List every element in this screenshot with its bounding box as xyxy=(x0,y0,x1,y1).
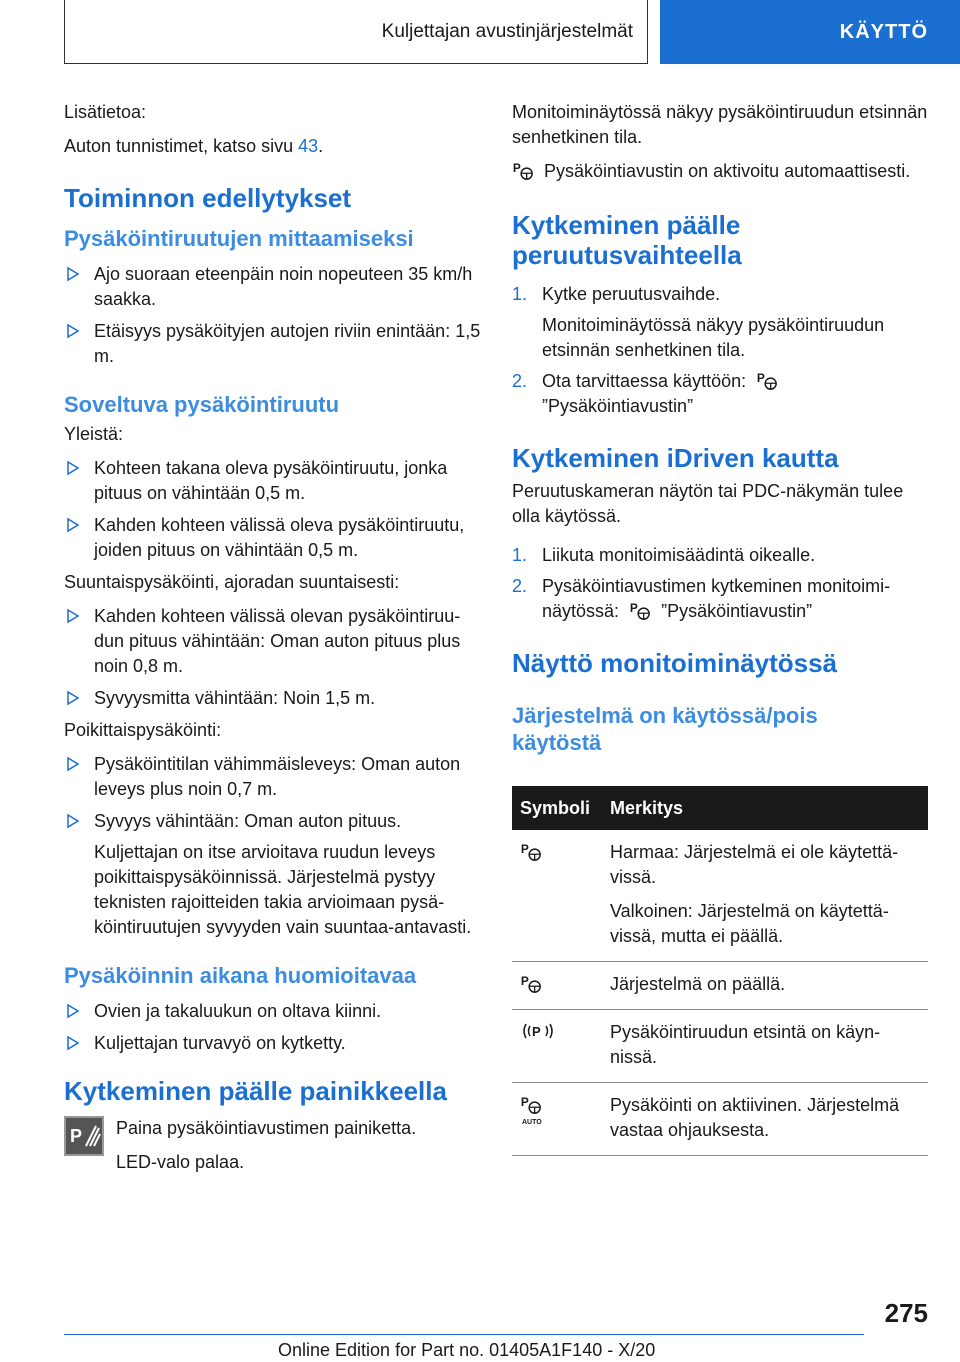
symbol-cell xyxy=(512,1010,602,1083)
heading-line-1: Kytkeminen päälle xyxy=(512,210,741,240)
symbol-cell xyxy=(512,1083,602,1156)
page-link[interactable]: 43 xyxy=(298,136,319,156)
step-number: 1. xyxy=(512,284,528,304)
heading-measuring: Pysäköintiruutujen mittaamiseksi xyxy=(64,226,414,251)
header-section-title xyxy=(64,0,648,64)
list-item xyxy=(512,369,928,419)
chapter-title-text: KÄYTTÖ xyxy=(839,20,928,43)
right-column xyxy=(512,100,928,1156)
list-item-text: Kuljettajan turvavyö on kytketty. xyxy=(94,1033,346,1053)
symbol-table xyxy=(512,786,928,1156)
during-list xyxy=(64,999,484,1056)
cross-note: Kuljettajan on itse arvioitava ruudun leveys poikittaispysäköinnissä. Järjestelmä pystyy teknisten rajoitteiden takia arvioimaan pysäköintiruutujen syvyyden vain suuntaa-antavasti. xyxy=(94,842,472,937)
meaning-text: Harmaa: Järjestelmä ei ole käytettävissä. xyxy=(610,842,899,887)
meaning-cell: Pysäköintiruudun etsintä on käynnissä. xyxy=(602,1010,928,1083)
idrive-steps xyxy=(512,543,928,624)
triangle-bullet-icon xyxy=(66,323,80,339)
step-text: Kytke peruutusvaihde. xyxy=(542,284,721,304)
list-item xyxy=(64,456,484,506)
table-row xyxy=(512,962,928,1010)
list-item-text: Ajo suoraan eteenpäin noin nopeuteen 35 km/h saakka. xyxy=(94,264,473,309)
heading-during-parking: Pysäköinnin aikana huomioitavaa xyxy=(64,963,417,988)
list-item xyxy=(64,319,484,369)
heading-idrive: Kytkeminen iDriven kautta xyxy=(512,443,839,473)
list-item-text: Etäisyys pysäköityjen autojen riviin enintään: 1,5 m. xyxy=(94,321,481,366)
triangle-bullet-icon xyxy=(66,690,80,706)
intro-text: Monitoiminäytössä näkyy pysäköintiruudun etsinnän senhetkinen tila. xyxy=(512,102,928,147)
parking-search-icon xyxy=(520,1020,556,1042)
footer-divider xyxy=(64,1334,864,1335)
left-column xyxy=(64,100,484,1176)
info-reference xyxy=(64,134,484,159)
list-item-text: Syvyysmitta vähintään: Noin 1,5 m. xyxy=(94,688,376,708)
list-item xyxy=(64,999,484,1024)
general-list xyxy=(64,456,484,563)
symbol-cell xyxy=(512,962,602,1010)
triangle-bullet-icon xyxy=(66,266,80,282)
triangle-bullet-icon xyxy=(66,1035,80,1051)
meaning-cell xyxy=(602,830,928,962)
list-item xyxy=(64,262,484,312)
auto-label: AUTO xyxy=(522,1119,542,1126)
parking-assist-icon xyxy=(512,159,534,181)
heading-line-1: Järjestelmä on käytössä/pois xyxy=(512,703,818,728)
list-item-text: Kahden kohteen välissä olevan pysäköintiruudun pituus vähintään: Oman auton pituus plus noin 0,8 m. xyxy=(94,606,461,676)
heading-suitable-space: Soveltuva pysäköintiruutu xyxy=(64,392,340,417)
parking-auto-icon xyxy=(520,1093,550,1127)
svg-text:P: P xyxy=(70,1126,83,1146)
triangle-bullet-icon xyxy=(66,517,80,533)
svg-text:P: P xyxy=(532,1024,541,1039)
list-item xyxy=(64,1031,484,1056)
heading-status xyxy=(512,702,928,756)
step-text: Pysäköintiavustimen kytkeminen monitoiminäytössä: xyxy=(542,576,891,621)
meaning-text-2: Valkoinen: Järjestelmä on käytettävissä, mutta ei päällä. xyxy=(610,901,889,946)
heading-line-2: käytöstä xyxy=(512,730,602,755)
step-text: Ota tarvittaessa käyttöön: xyxy=(542,371,747,391)
heading-requirements: Toiminnon edellytykset xyxy=(64,183,352,213)
step-text: Liikuta monitoimisäädintä oikealle. xyxy=(542,545,816,565)
heading-line-2: peruutusvaihteella xyxy=(512,240,742,270)
list-item xyxy=(64,513,484,563)
idrive-intro: Peruutuskameran näytön tai PDC-näkymän tulee olla käytössä. xyxy=(512,481,904,526)
step-text-b: ”Pysäköintiavustin” xyxy=(542,396,694,416)
auto-activation-text xyxy=(512,159,928,184)
list-item-text: Kahden kohteen välissä oleva pysäköintiruutu, joiden pituus on vähintään 0,5 m. xyxy=(94,515,465,560)
meaning-cell: Pysäköinti on aktiivinen. Järjestelmä vastaa ohjauksesta. xyxy=(602,1083,928,1156)
meaning-cell: Järjestelmä on päällä. xyxy=(602,962,928,1010)
button-instruction xyxy=(64,1116,484,1176)
list-item xyxy=(512,282,928,363)
list-item-text: Ovien ja takaluukun on oltava kiinni. xyxy=(94,1001,382,1021)
reverse-steps xyxy=(512,282,928,419)
list-item-text: Kohteen takana oleva pysäköintiruutu, jonka pituus on vähintään 0,5 m. xyxy=(94,458,448,503)
info-label: Lisätietoa: xyxy=(64,102,147,122)
list-item xyxy=(64,752,484,802)
header-chapter-tab[interactable] xyxy=(660,0,960,64)
table-row xyxy=(512,1083,928,1156)
section-title-text: Kuljettajan avustinjärjestelmät xyxy=(381,20,633,42)
triangle-bullet-icon xyxy=(66,1003,80,1019)
info-end: . xyxy=(318,136,324,156)
table-row xyxy=(512,830,928,962)
column-header-meaning: Merkitys xyxy=(602,786,928,830)
triangle-bullet-icon xyxy=(66,813,80,829)
parking-assist-active-icon xyxy=(520,972,542,994)
cross-list xyxy=(64,752,484,940)
button-text-2: LED-valo palaa. xyxy=(116,1152,245,1172)
measuring-list xyxy=(64,262,484,369)
auto-text: Pysäköintiavustin on aktivoitu automaattisesti. xyxy=(544,161,911,181)
parallel-label: Suuntaispysäköinti, ajoradan suuntaisesti: xyxy=(64,572,400,592)
list-item-text: Pysäköintitilan vähimmäisleveys: Oman auton leveys plus noin 0,7 m. xyxy=(94,754,461,799)
list-item xyxy=(64,809,484,940)
parking-assist-icon xyxy=(520,840,542,862)
column-header-symbol: Symboli xyxy=(512,786,602,830)
step-number: 1. xyxy=(512,545,528,565)
list-item xyxy=(64,686,484,711)
symbol-cell xyxy=(512,830,602,962)
footer-edition: Online Edition for Part no. 01405A1F140 - X/20 xyxy=(278,1340,656,1360)
list-item-text: Syvyys vähintään: Oman auton pituus. xyxy=(94,811,402,831)
step-number: 2. xyxy=(512,576,528,596)
parking-assist-icon xyxy=(756,369,778,391)
table-row xyxy=(512,1010,928,1083)
list-item xyxy=(512,574,928,624)
info-text: Auton tunnistimet, katso sivu xyxy=(64,136,299,156)
button-text-1: Paina pysäköintiavustimen painiketta. xyxy=(116,1118,417,1138)
heading-reverse-gear xyxy=(512,210,928,270)
general-label: Yleistä: xyxy=(64,424,124,444)
list-item xyxy=(64,604,484,679)
page-number: 275 xyxy=(884,1298,928,1328)
heading-button-activation: Kytkeminen päälle painikkeella xyxy=(64,1076,447,1106)
list-item xyxy=(512,543,928,568)
triangle-bullet-icon xyxy=(66,608,80,624)
parking-assist-icon xyxy=(629,599,651,621)
step-subtext: Monitoiminäytössä näkyy pysäköintiruudun etsinnän senhetkinen tila. xyxy=(542,315,885,360)
triangle-bullet-icon xyxy=(66,460,80,476)
step-number: 2. xyxy=(512,371,528,391)
parallel-list xyxy=(64,604,484,711)
parking-assist-button-icon xyxy=(64,1116,104,1156)
step-text-b: ”Pysäköintiavustin” xyxy=(661,601,813,621)
heading-display: Näyttö monitoiminäytössä xyxy=(512,648,838,678)
triangle-bullet-icon xyxy=(66,756,80,772)
cross-label: Poikittaispysäköinti: xyxy=(64,720,222,740)
table-header-row xyxy=(512,786,928,830)
